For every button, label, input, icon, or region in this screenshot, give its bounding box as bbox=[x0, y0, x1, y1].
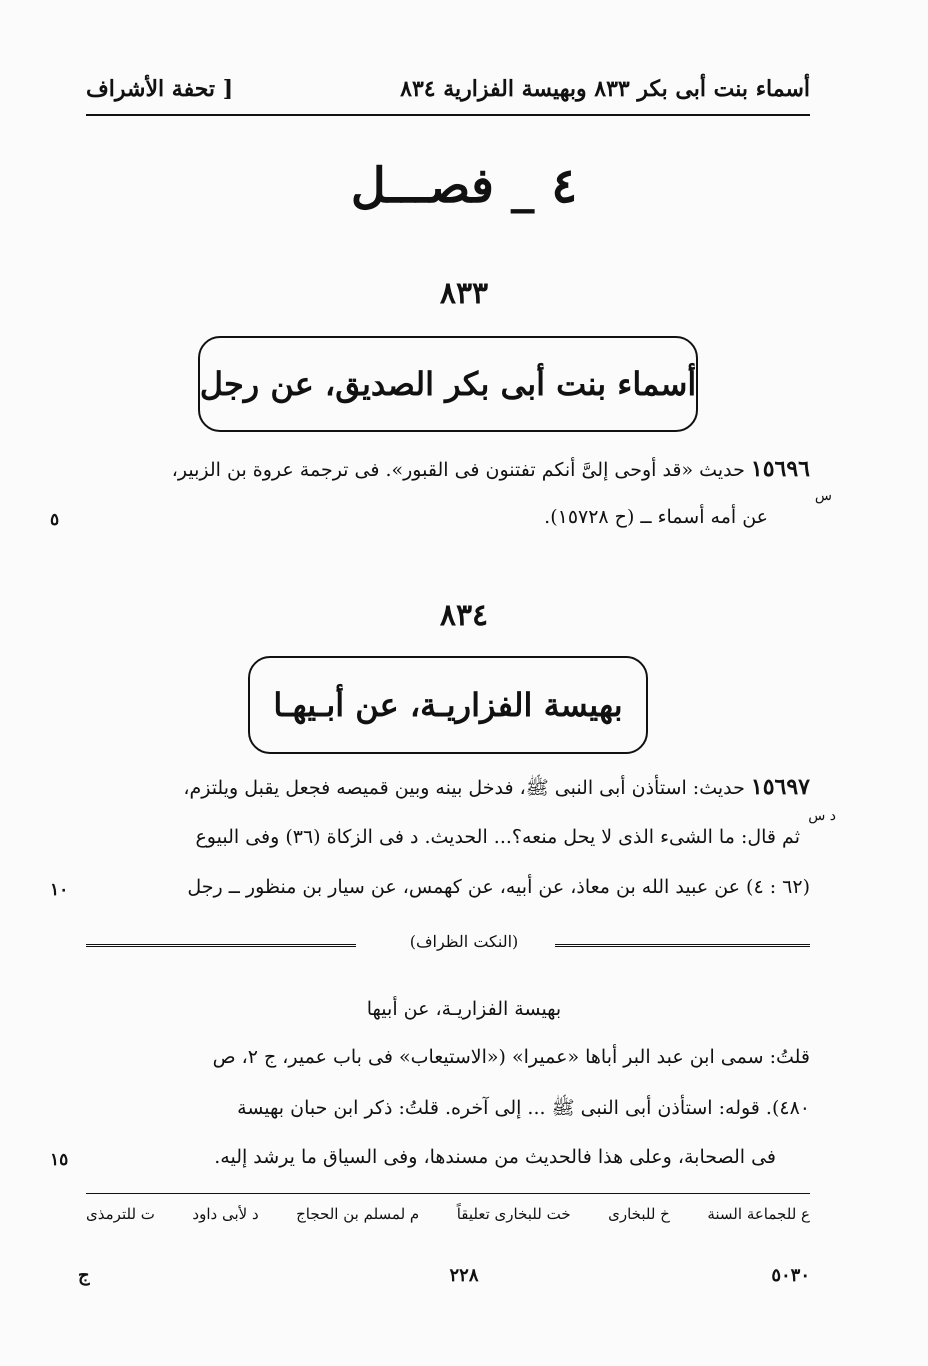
section-number-834: ٨٣٤ bbox=[439, 598, 489, 633]
hadith-15696-line-2: عن أمه أسماء ــ (ح ١٥٧٢٨). bbox=[544, 506, 768, 528]
line-marker-5: ٥ bbox=[50, 510, 60, 530]
line-marker-10: ١٠ bbox=[50, 880, 69, 900]
line-marker-15: ١٥ bbox=[50, 1150, 69, 1170]
nukat-subtitle: بهيسة الفزاريـة، عن أبيها bbox=[366, 998, 562, 1020]
section-number-833: ٨٣٣ bbox=[439, 276, 489, 311]
hadith-number-15697: ١٥٦٩٧ bbox=[750, 774, 810, 800]
section-title-box-834 bbox=[248, 656, 648, 754]
section-title-834: بهيسة الفزاريـة، عن أبـيهـا bbox=[273, 686, 623, 724]
hadith-15697-text-1: حديث: استأذن أبى النبى ﷺ، فدخل بينه وبين قميصه فجعل يقبل ويلتزم، bbox=[183, 777, 745, 799]
footer-left-mark: ج bbox=[78, 1265, 90, 1286]
running-header-left: [ تحفة الأشراف bbox=[86, 76, 234, 102]
margin-mark-15697: د س bbox=[808, 808, 836, 824]
nukat-heading-text: (النكت الظراف) bbox=[406, 932, 523, 951]
nukat-line-2: ٤٨٠). قوله: استأذن أبى النبى ﷺ ... إلى آخره. قلتُ: ذكر ابن حبان بهيسة bbox=[237, 1097, 810, 1119]
siglum-abu-dawud: د لأبى داود bbox=[192, 1205, 259, 1223]
siglum-muslim: م لمسلم بن الحجاج bbox=[296, 1205, 420, 1223]
siglum-jamaa: ع للجماعة السنة bbox=[707, 1205, 810, 1223]
sigla-key bbox=[86, 1205, 810, 1223]
header-rule bbox=[86, 114, 810, 116]
footer-right-number: ٥٠٣٠ bbox=[771, 1265, 810, 1286]
running-header-right: أسماء بنت أبى بكر ٨٣٣ وبهيسة الفزارية ٨٣٤ bbox=[400, 76, 810, 102]
nukat-heading bbox=[0, 932, 928, 951]
nukat-line-3: فى الصحابة، وعلى هذا فالحديث من مسندها، وفى السياق ما يرشد إليه. bbox=[214, 1146, 776, 1168]
footnote-rule bbox=[86, 1193, 810, 1194]
hadith-15697-line-3: (٦٢ : ٤) عن عبيد الله بن معاذ، عن أبيه، عن كهمس، عن سيار بن منظور ــ رجل bbox=[187, 876, 810, 898]
section-title-box-833 bbox=[198, 336, 698, 432]
hadith-15697-line-2: ثم قال: ما الشىء الذى لا يحل منعه؟... الحديث. د فى الزكاة (٣٦) وفى البيوع bbox=[195, 826, 800, 848]
hadith-15696-line-1 bbox=[172, 456, 810, 482]
hadith-15696-text-1: حديث «قد أوحى إلىَّ أنكم تفتنون فى القبور». فى ترجمة عروة بن الزبير، bbox=[171, 459, 745, 481]
nukat-line-1: قلتُ: سمى ابن عبد البر أباها «عميرا» («الاستيعاب» فى باب عمير، ج ٢، ص bbox=[212, 1046, 810, 1068]
hadith-15697-line-1 bbox=[183, 774, 810, 804]
hadith-number-15696: ١٥٦٩٦ bbox=[750, 456, 810, 482]
siglum-bukhari-taliq: خت للبخارى تعليقاً bbox=[456, 1205, 571, 1223]
chapter-title: ٤ _ فصـــل bbox=[350, 158, 578, 214]
siglum-bukhari: خ للبخارى bbox=[608, 1205, 670, 1223]
siglum-tirmidhi: ت للترمذى bbox=[86, 1205, 155, 1223]
page-number: ٢٢٨ bbox=[449, 1265, 479, 1286]
margin-mark-15696: س bbox=[814, 488, 832, 504]
section-title-833: أسماء بنت أبى بكر الصديق، عن رجل bbox=[199, 365, 697, 403]
